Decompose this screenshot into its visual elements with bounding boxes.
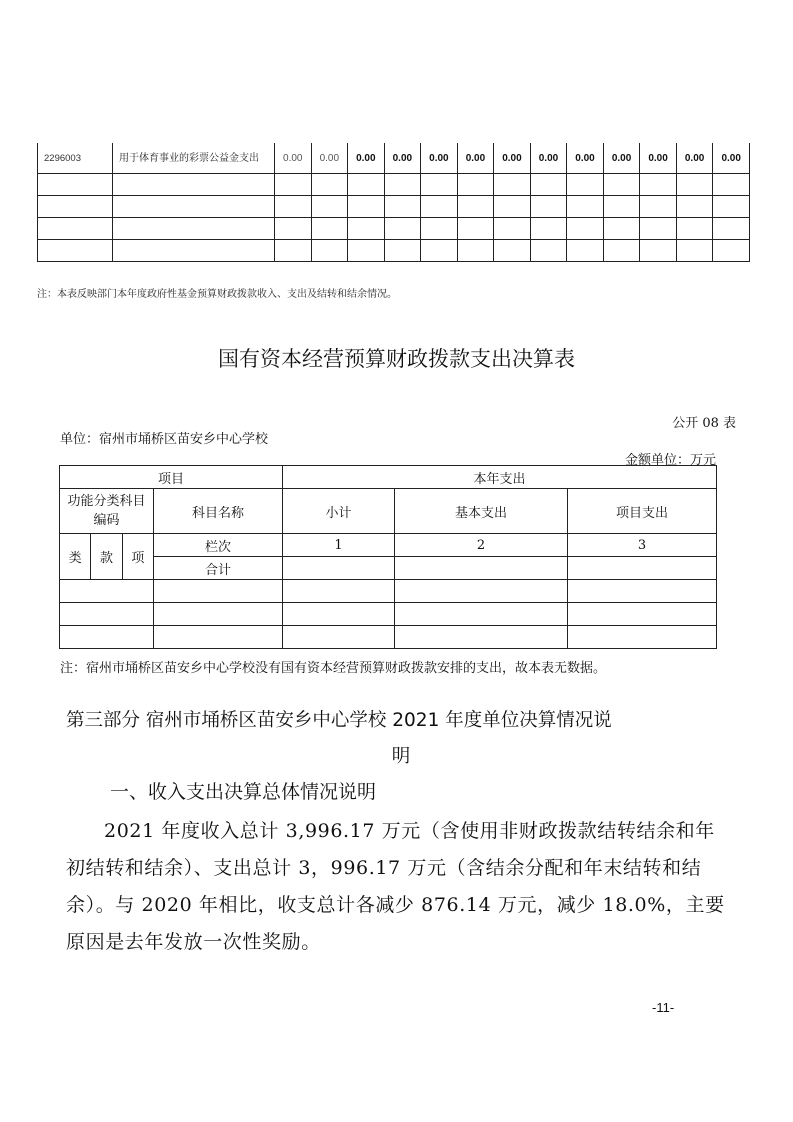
value-cell: 0.00	[713, 143, 750, 174]
form-number: 公开 08 表	[672, 416, 736, 431]
table-row	[38, 196, 750, 218]
unit-label: 单位：宿州市埇桥区苗安乡中心学校	[60, 432, 269, 447]
table-row	[60, 580, 717, 603]
header-kuan: 款	[91, 534, 122, 580]
table-row	[38, 174, 750, 196]
table-row	[60, 603, 717, 626]
table-row	[38, 218, 750, 240]
table-title: 国有资本经营预算财政拨款支出决算表	[218, 347, 575, 371]
heading: 一、收入支出决算总体情况说明	[110, 781, 377, 803]
table-note: 注：本表反映部门本年度政府性基金预算财政拨款收入、支出及结转和结余情况。	[37, 289, 397, 300]
value-cell: 0.00	[384, 143, 421, 174]
table-note: 注：宿州市埇桥区苗安乡中心学校没有国有资本经营预算财政拨款安排的支出，故本表无数据。	[60, 661, 607, 676]
header-basic: 基本支出	[395, 489, 568, 534]
value-cell: 0.00	[494, 143, 531, 174]
value-cell: 0.00	[275, 143, 312, 174]
header-xiang: 项	[122, 534, 153, 580]
fund-budget-table	[37, 143, 750, 262]
state-capital-table	[59, 465, 717, 649]
value-cell: 0.00	[348, 143, 385, 174]
table-row	[38, 143, 750, 174]
total-label: 合计	[154, 557, 283, 580]
subject-name: 用于体育事业的彩票公益金支出	[113, 143, 275, 174]
col-3: 3	[568, 534, 717, 557]
value-cell: 0.00	[567, 143, 604, 174]
header-project-exp: 项目支出	[568, 489, 717, 534]
section-title-line2: 明	[391, 746, 411, 767]
column-order-label: 栏次	[154, 534, 283, 557]
header-current-year: 本年支出	[283, 466, 717, 489]
header-lei: 类	[60, 534, 91, 580]
section-title-line1: 第三部分 宿州市埇桥区苗安乡中心学校 2021 年度单位决算情况说	[66, 710, 612, 731]
value-cell: 0.00	[676, 143, 713, 174]
subject-code: 2296003	[38, 143, 113, 174]
header-row	[60, 466, 717, 489]
paragraph-text: 2021 年度收入总计 3,996.17 万元（含使用非财政拨款结转结余和年初结转和结余）、支出总计 3，996.17 万元（含结余分配和年末结转和结余）。与 2020 年相比，收支总计各减少 876.14 万元，减少 18.0%，主要原因是去年发放一次性奖励。	[66, 820, 725, 953]
value-cell: 0.00	[640, 143, 677, 174]
value-cell: 0.00	[311, 143, 348, 174]
value-cell: 0.00	[530, 143, 567, 174]
value-cell: 0.00	[421, 143, 458, 174]
total-row	[60, 557, 717, 580]
page-number: -11-	[652, 1000, 675, 1015]
header-project: 项目	[60, 466, 283, 489]
table-row	[38, 240, 750, 262]
section-title	[66, 703, 736, 775]
col-2: 2	[395, 534, 568, 557]
money-unit-label: 金额单位：万元	[624, 453, 716, 468]
header-func-code: 功能分类科目编码	[60, 489, 154, 534]
header-row	[60, 534, 717, 557]
header-row	[60, 489, 717, 534]
header-subject-name: 科目名称	[154, 489, 283, 534]
value-cell: 0.00	[457, 143, 494, 174]
value-cell: 0.00	[603, 143, 640, 174]
col-1: 1	[283, 534, 395, 557]
body-paragraph	[66, 813, 726, 961]
header-subtotal: 小计	[283, 489, 395, 534]
table-row	[60, 626, 717, 649]
